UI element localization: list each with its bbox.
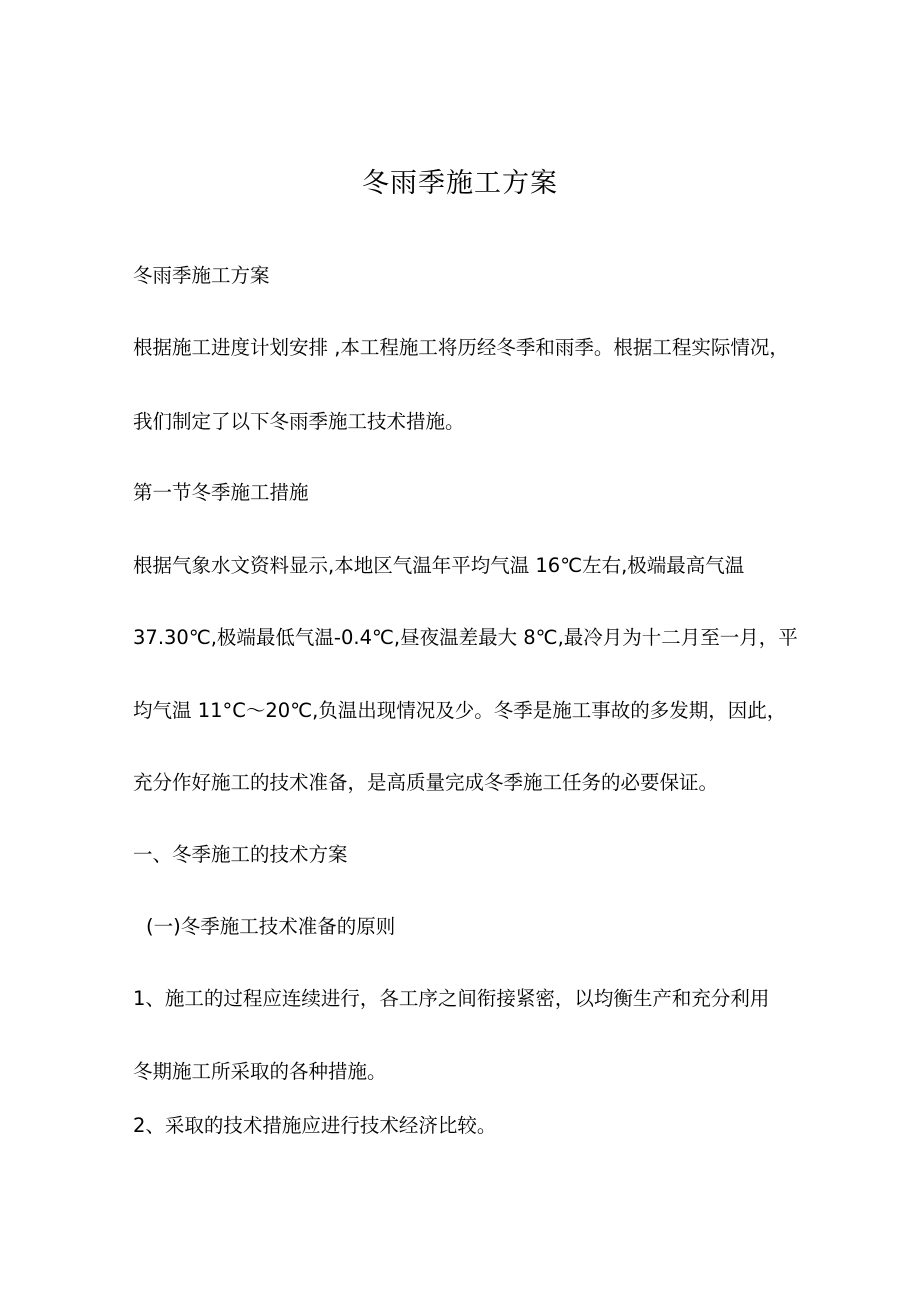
list-item-continuation: 冬期施工所采取的各种措施。 bbox=[133, 1060, 387, 1083]
paragraph-line: 根据施工进度计划安排 ,本工程施工将历经冬季和雨季。根据工程实际情况， bbox=[133, 336, 789, 359]
paragraph-line: 我们制定了以下冬雨季施工技术措施。 bbox=[133, 410, 465, 433]
section-heading: 第一节冬季施工措施 bbox=[133, 481, 309, 504]
list-item: 1、施工的过程应连续进行，各工序之间衔接紧密，以均衡生产和充分利用 bbox=[133, 987, 770, 1010]
paragraph-line: 37.30℃,极端最低气温-0.4℃,昼夜温差最大 8℃,最冷月为十二月至一月，平 bbox=[133, 626, 798, 649]
subsection-heading: 一、冬季施工的技术方案 bbox=[133, 843, 348, 866]
paragraph-line: 均气温 11°C〜20℃,负温出现情况及少。冬季是施工事故的多发期，因此， bbox=[133, 699, 787, 722]
subsection-heading: (一)冬季施工技术准备的原则 bbox=[146, 915, 396, 938]
list-item: 2、采取的技术措施应进行技术经济比较。 bbox=[133, 1114, 497, 1137]
section-heading: 冬雨季施工方案 bbox=[133, 264, 270, 287]
paragraph-line: 充分作好施工的技术准备，是高质量完成冬季施工任务的必要保证。 bbox=[133, 771, 719, 794]
paragraph-line: 根据气象水文资料显示,本地区气温年平均气温 16℃左右,极端最高气温 bbox=[133, 554, 745, 577]
document-title: 冬雨季施工方案 bbox=[362, 168, 558, 199]
